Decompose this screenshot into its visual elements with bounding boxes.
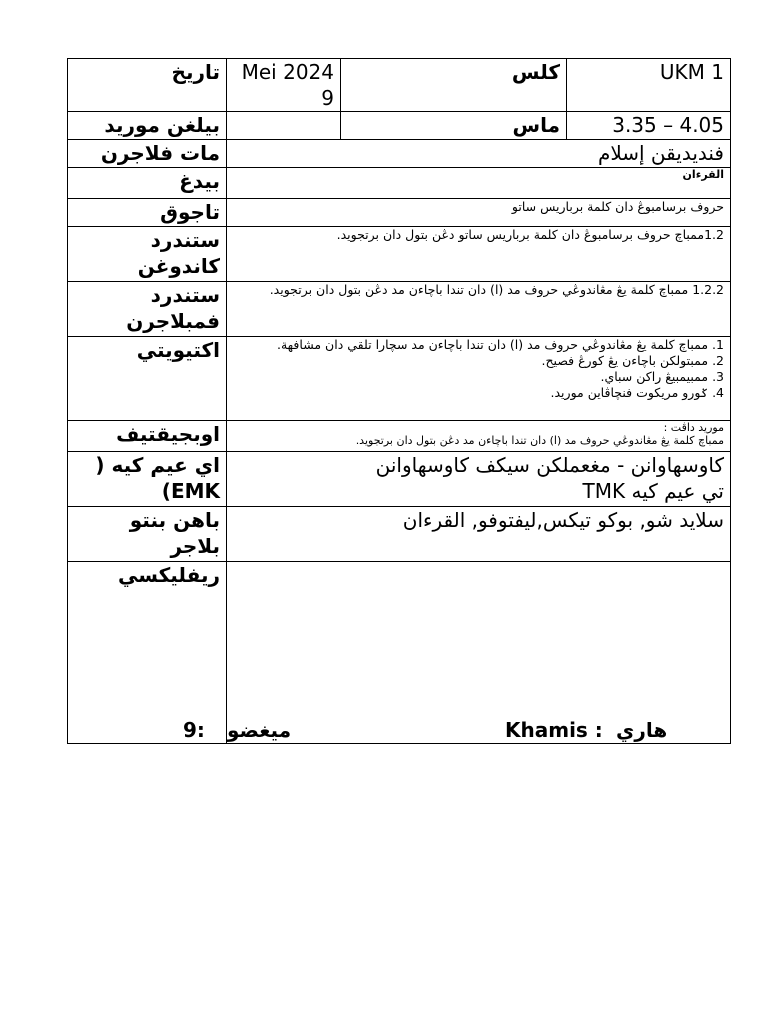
date-value: Mei 2024 9 [227, 59, 341, 112]
row-standard-kandungan [68, 227, 731, 282]
bidang-label: بيدغ [68, 168, 227, 199]
bbm-label: باهن بنتو بلاجر [68, 507, 227, 562]
row-standard-pembelajaran [68, 282, 731, 337]
kelas-value: UKM 1 [567, 59, 731, 112]
row-date [68, 59, 731, 112]
row-murid [68, 112, 731, 140]
sp-value: 1.2.2 ممباچ كلمة يڠ مڠاندوڠي حروف مد (ا) دان تندا باچاءن مد دڠن بتول دان برتجويد. [227, 282, 731, 337]
objektif-line: ممباچ كلمة يڠ مڠاندوڠي حروف مد (ا) دان تندا باچاءن مد دڠن بتول دان برتجويد. [355, 434, 724, 447]
bbm-value: سلايد شو, بوكو تيكس,ليفتوفو, القرءان [227, 507, 731, 562]
sk-label: ستندرد كاندوغن [68, 227, 227, 282]
kelas-label: كلس [341, 59, 567, 112]
row-subject [68, 140, 731, 168]
minggu-value: 9: [183, 718, 205, 742]
bidang-value: القرءان [227, 168, 731, 199]
footer [67, 718, 730, 748]
murid-label: بيلغن موريد [68, 112, 227, 140]
masa-label: ماس [341, 112, 567, 140]
refleksi-value [227, 562, 731, 744]
row-refleksi [68, 562, 731, 744]
emk-line: تي عيم كيه TMK [582, 479, 724, 503]
emk-line: كاوسهاوانن - مغعملكن سيكف كاوسهاوانن [375, 453, 724, 477]
tajuk-label: تاجوق [68, 199, 227, 227]
aktiviti-item: 1. ممباچ كلمة يڠ مڠاندوڠي حروف مد (ا) دان تندا باچاءن مد سچارا تلقي دان مشافهة. [277, 337, 724, 352]
row-emk [68, 452, 731, 507]
murid-value [227, 112, 341, 140]
objektif-value [227, 421, 731, 452]
minggu-label: ميغضو [227, 718, 292, 742]
hari-label: هاري [616, 718, 668, 742]
tajuk-value: حروف برسامبوڠ دان كلمة برباريس ساتو [227, 199, 731, 227]
tarikh-label: تاريخ [68, 59, 227, 112]
emk-value [227, 452, 731, 507]
subject-value: فنديديقن إسلام [227, 140, 731, 168]
row-objektif [68, 421, 731, 452]
hari-value: Khamis : [505, 718, 603, 742]
row-aktiviti [68, 337, 731, 421]
subject-label: مات فلاجرن [68, 140, 227, 168]
sp-label: ستندرد فمبلاجرن [68, 282, 227, 337]
refleksi-label: ريفليكسي [68, 562, 227, 744]
aktiviti-list [227, 337, 731, 421]
objektif-label: اوبجيقتيف [68, 421, 227, 452]
lesson-plan-table [67, 58, 731, 744]
masa-value: 4.05 – 3.35 [567, 112, 731, 140]
sk-value: 1.2ممباچ حروف برسامبوڠ دان كلمة برباريس ساتو دڠن بتول دان برتجويد. [227, 227, 731, 282]
row-bidang [68, 168, 731, 199]
emk-label: اي عيم كيه ( EMK) [68, 452, 227, 507]
aktiviti-item: 2. ممبتولكن باچاءن يڠ كورڠ فصيح. [541, 353, 724, 368]
aktiviti-label: اكتيويتي [68, 337, 227, 421]
row-tajuk [68, 199, 731, 227]
row-bbm [68, 507, 731, 562]
aktiviti-item: 4. ݢورو مريكوت فنچاڤاين موريد. [550, 385, 724, 400]
aktiviti-item: 3. ممبيمبيڠ راكن سباي. [600, 369, 724, 384]
objektif-line: موريد داڤت : [663, 421, 724, 434]
